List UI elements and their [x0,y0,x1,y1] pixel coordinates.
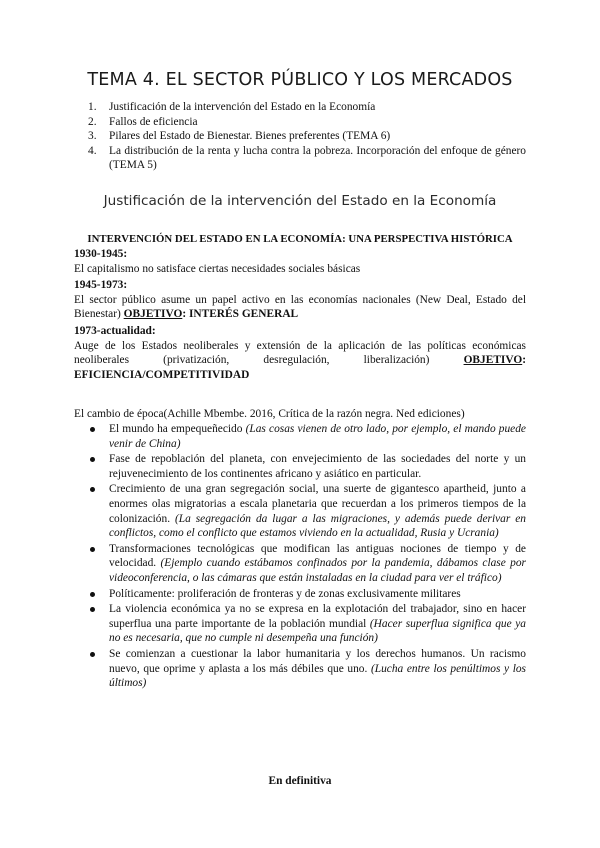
objective-colon: : [522,354,526,367]
toc-text: Justificación de la intervención del Estado en la Economía [109,101,376,113]
item-text: Crecimiento de una gran segregación social, una suerte de gigantesco apartheid, junto a enormes olas migratorias a escala planetaria que recuerdan a los primeros tiempos de la colonización. [109,483,526,525]
item-text: Se comienzan a cuestionar la labor humanitaria y los derechos humanos. Un racismo nuevo, que oprime y aplasta a los más débiles que uno. [109,647,526,675]
toc-number: 3. [88,130,97,143]
list-item [88,602,526,646]
bullet-icon [90,547,95,552]
list-item [88,647,526,691]
bullet-icon [90,457,95,462]
page-title: TEMA 4. EL SECTOR PÚBLICO Y LOS MERCADOS [87,70,513,90]
period-label: 1973-actualidad: [74,324,156,337]
item-text: Políticamente: proliferación de fronteras y de zonas exclusivamente militares [109,587,461,600]
closing-heading: En definitiva [268,775,332,788]
objective-label: OBJETIVO [463,354,523,367]
list-item [88,542,526,586]
list-item [88,482,526,540]
list-item [88,587,526,602]
list-item [88,452,526,481]
period-text [74,293,526,322]
toc-text: Fallos de eficiencia [109,115,198,128]
item-note: (Hacer superflua significa que ya no es necesaria, que no cumple ni desempeña una función) [109,617,526,645]
period-body: neoliberales (privatización, desregulación, liberalización) [74,354,430,367]
toc-text: La distribución de la renta y lucha contra la pobreza. Incorporación del enfoque de género (TEMA 5) [109,144,526,172]
bullet-icon [90,607,95,612]
item-text: Transformaciones tecnológicas que modifican las antiguas nociones de tiempo y de velocidad. [109,542,526,570]
objective-text: : INTERÉS GENERAL [182,308,299,321]
item-text: La violencia económica ya no se expresa en la explotación del trabajador, sino en hacer superflua una parte importante de la población mundial [109,603,526,630]
item-note: (Lucha entre los penúltimos y los últimos) [109,662,526,690]
toc-number: 2. [88,115,97,128]
toc-item [88,100,526,115]
history-block [74,247,526,382]
toc-number: 1. [88,101,97,113]
history-heading: INTERVENCIÓN DEL ESTADO EN LA ECONOMÍA: UNA PERSPECTIVA HISTÓRICA [87,233,513,245]
bullet-icon [90,652,95,657]
bullet-icon [90,592,95,597]
bullet-icon [90,427,95,432]
period-body: El sector público asume un papel activo en las economías nacionales (New Deal, Estado del Bienestar) [74,293,526,321]
item-note: (Ejemplo cuando estábamos confinados por la pandemia, dábamos clase por videoconferencia, o las cámaras que están instaladas en la ciudad para ver el tráfico) [109,557,526,584]
item-text: Fase de repoblación del planeta, con envejecimiento de las sociedades del norte y un rejuvenecimiento de los continentes africano y asiático en particular. [109,453,526,480]
period-label: 1930-1945: [74,248,128,260]
toc-text: Pilares del Estado de Bienestar. Bienes preferentes (TEMA 6) [109,130,391,143]
period-text [74,353,526,368]
item-text: El mundo ha empequeñecido [109,423,246,435]
table-of-contents [88,100,526,173]
epoch-list [88,422,526,692]
toc-item [88,115,526,130]
bullet-icon [90,487,95,492]
epoch-intro: El cambio de época(Achille Mbembe. 2016, Crítica de la razón negra. Ned ediciones) [74,408,465,420]
period-text: Auge de los Estados neoliberales y extensión de la aplicación de las políticas económicas [74,339,526,352]
section-heading: Justificación de la intervención del Estado en la Economía [103,193,497,209]
toc-number: 4. [88,144,97,157]
item-note: (Las cosas vienen de otro lado, por ejemplo, el mando puede venir de China) [109,423,526,450]
period-text: El capitalismo no satisface ciertas necesidades sociales básicas [74,262,361,275]
toc-item [88,144,526,173]
objective-text: EFICIENCIA/COMPETITIVIDAD [74,368,250,381]
toc-item [88,129,526,144]
list-item [88,422,526,451]
item-note: (La segregación da lugar a las migraciones, y además puede derivar en conflictos, como el conflicto que estamos viviendo en la actualidad, Rusia y Ucrania) [109,512,526,540]
period-label: 1945-1973: [74,279,128,292]
objective-label: OBJETIVO [123,308,183,321]
